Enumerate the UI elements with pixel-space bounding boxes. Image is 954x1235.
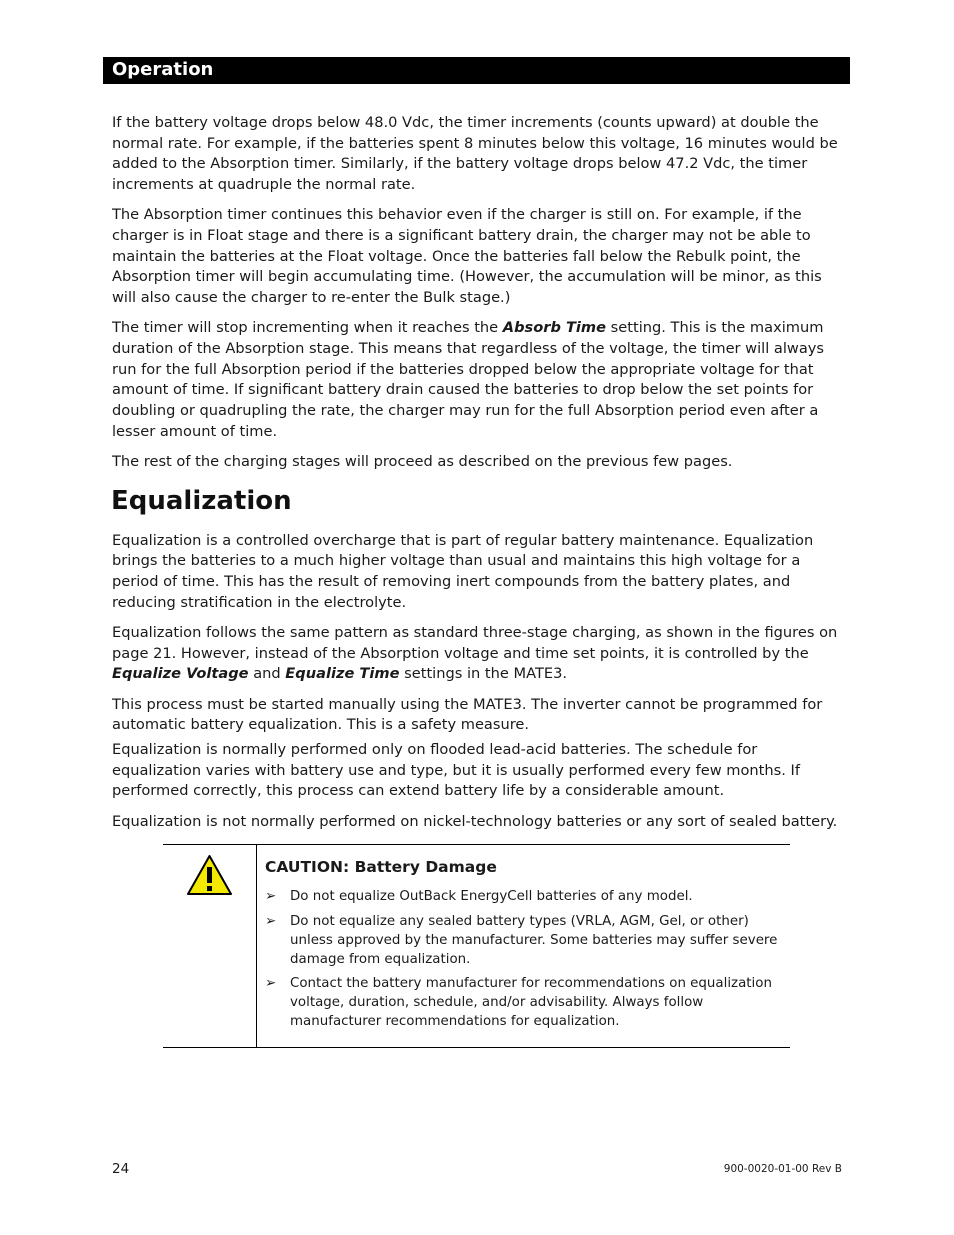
- section-heading-equalization: Equalization: [111, 485, 292, 516]
- caution-divider: [256, 845, 257, 1047]
- paragraph-timer-behavior: The Absorption timer continues this behavior even if the charger is still on. For example, if the charger is in Float stage and there is a significant battery drain, the charger may not be able to maintain the batteries at the Float voltage. Once the batteries fall below the Rebulk point, the Absorption timer will begin accumulating time. (However, the accumulation will be minor, as this will also cause the charger to re-enter the Bulk stage.): [112, 206, 822, 307]
- page-number: 24: [112, 1161, 130, 1177]
- text-run: setting. This is the maximum duration of the Absorption stage. This means that regardless of the voltage, the timer will always run for the full Absorption period if the batteries dropped below the appropriate voltage for that amount of time. If significant battery drain caused the batteries to drop below the set points for doubling or quadrupling the rate, the charger may run for the full Absorption period even after a lesser amount of time.: [112, 319, 825, 440]
- caution-bullet: [265, 912, 785, 970]
- caution-box: [163, 844, 790, 1048]
- paragraph-equalization-intro: Equalization is a controlled overcharge that is part of regular battery maintenance. Equalization brings the batteries to a much higher voltage than usual and maintains this high voltage for a period of time. This has the result of removing inert compounds from the battery plates, and reducing stratification in the electrolyte.: [112, 531, 814, 611]
- setting-name-equalize-voltage: Equalize Voltage: [112, 665, 249, 683]
- document-id: 900-0020-01-00 Rev B: [723, 1163, 842, 1175]
- setting-name-absorb-time: Absorb Time: [502, 319, 607, 337]
- caution-bullet: [265, 974, 785, 1032]
- text-run: settings in the MATE3.: [399, 665, 568, 683]
- caution-bullet: [265, 887, 785, 906]
- section-header-bar: [103, 57, 850, 84]
- caution-bullet-text: Contact the battery manufacturer for recommendations on equalization voltage, duration, schedule, and/or advisability. Always follow manufacturer recommendations for equalization.: [290, 976, 772, 1030]
- paragraph-nickel-batteries: Equalization is not normally performed on nickel-technology batteries or any sort of sealed battery.: [112, 812, 838, 830]
- paragraph-equalization-pattern: [112, 623, 847, 685]
- caution-bullet-text: Do not equalize any sealed battery types (VRLA, AGM, Gel, or other) unless approved by the manufacturer. Some batteries may suffer severe damage from equalization.: [290, 914, 778, 968]
- bullet-arrow-icon: ➢: [265, 914, 277, 929]
- warning-triangle-icon: [186, 854, 233, 896]
- section-header-title: Operation: [112, 59, 214, 80]
- paragraph-manual-start: This process must be started manually using the MATE3. The inverter cannot be programmed for automatic battery equalization. This is a safety measure.: [112, 695, 823, 734]
- caution-bullet-text: Do not equalize OutBack EnergyCell batteries of any model.: [290, 889, 693, 904]
- page-content: [112, 113, 847, 842]
- paragraph-flooded-batteries: Equalization is normally performed only on flooded lead-acid batteries. The schedule for equalization varies with battery use and type, but it is usually performed every few months. If performed correctly, this process can extend battery life by a considerable amount.: [112, 741, 800, 800]
- text-run: The timer will stop incrementing when it reaches the: [112, 319, 503, 337]
- setting-name-equalize-time: Equalize Time: [285, 665, 400, 683]
- paragraph-double-rate: If the battery voltage drops below 48.0 Vdc, the timer increments (counts upward) at double the normal rate. For example, if the batteries spent 8 minutes below this voltage, 16 minutes would be added to the Absorption timer. Similarly, if the battery voltage drops below 47.2 Vdc, the timer increments at quadruple the normal rate.: [112, 114, 838, 194]
- paragraph-absorb-time: [112, 318, 847, 442]
- text-run: and: [248, 665, 286, 683]
- text-run: Equalization follows the same pattern as standard three-stage charging, as shown in the figures on page 21. However, instead of the Absorption voltage and time set points, it is controlled by the: [112, 624, 838, 662]
- bullet-arrow-icon: ➢: [265, 976, 277, 991]
- bullet-arrow-icon: ➢: [265, 889, 277, 904]
- paragraph-rest-stages: The rest of the charging stages will proceed as described on the previous few pages.: [112, 453, 733, 471]
- caution-title: CAUTION: Battery Damage: [265, 858, 497, 876]
